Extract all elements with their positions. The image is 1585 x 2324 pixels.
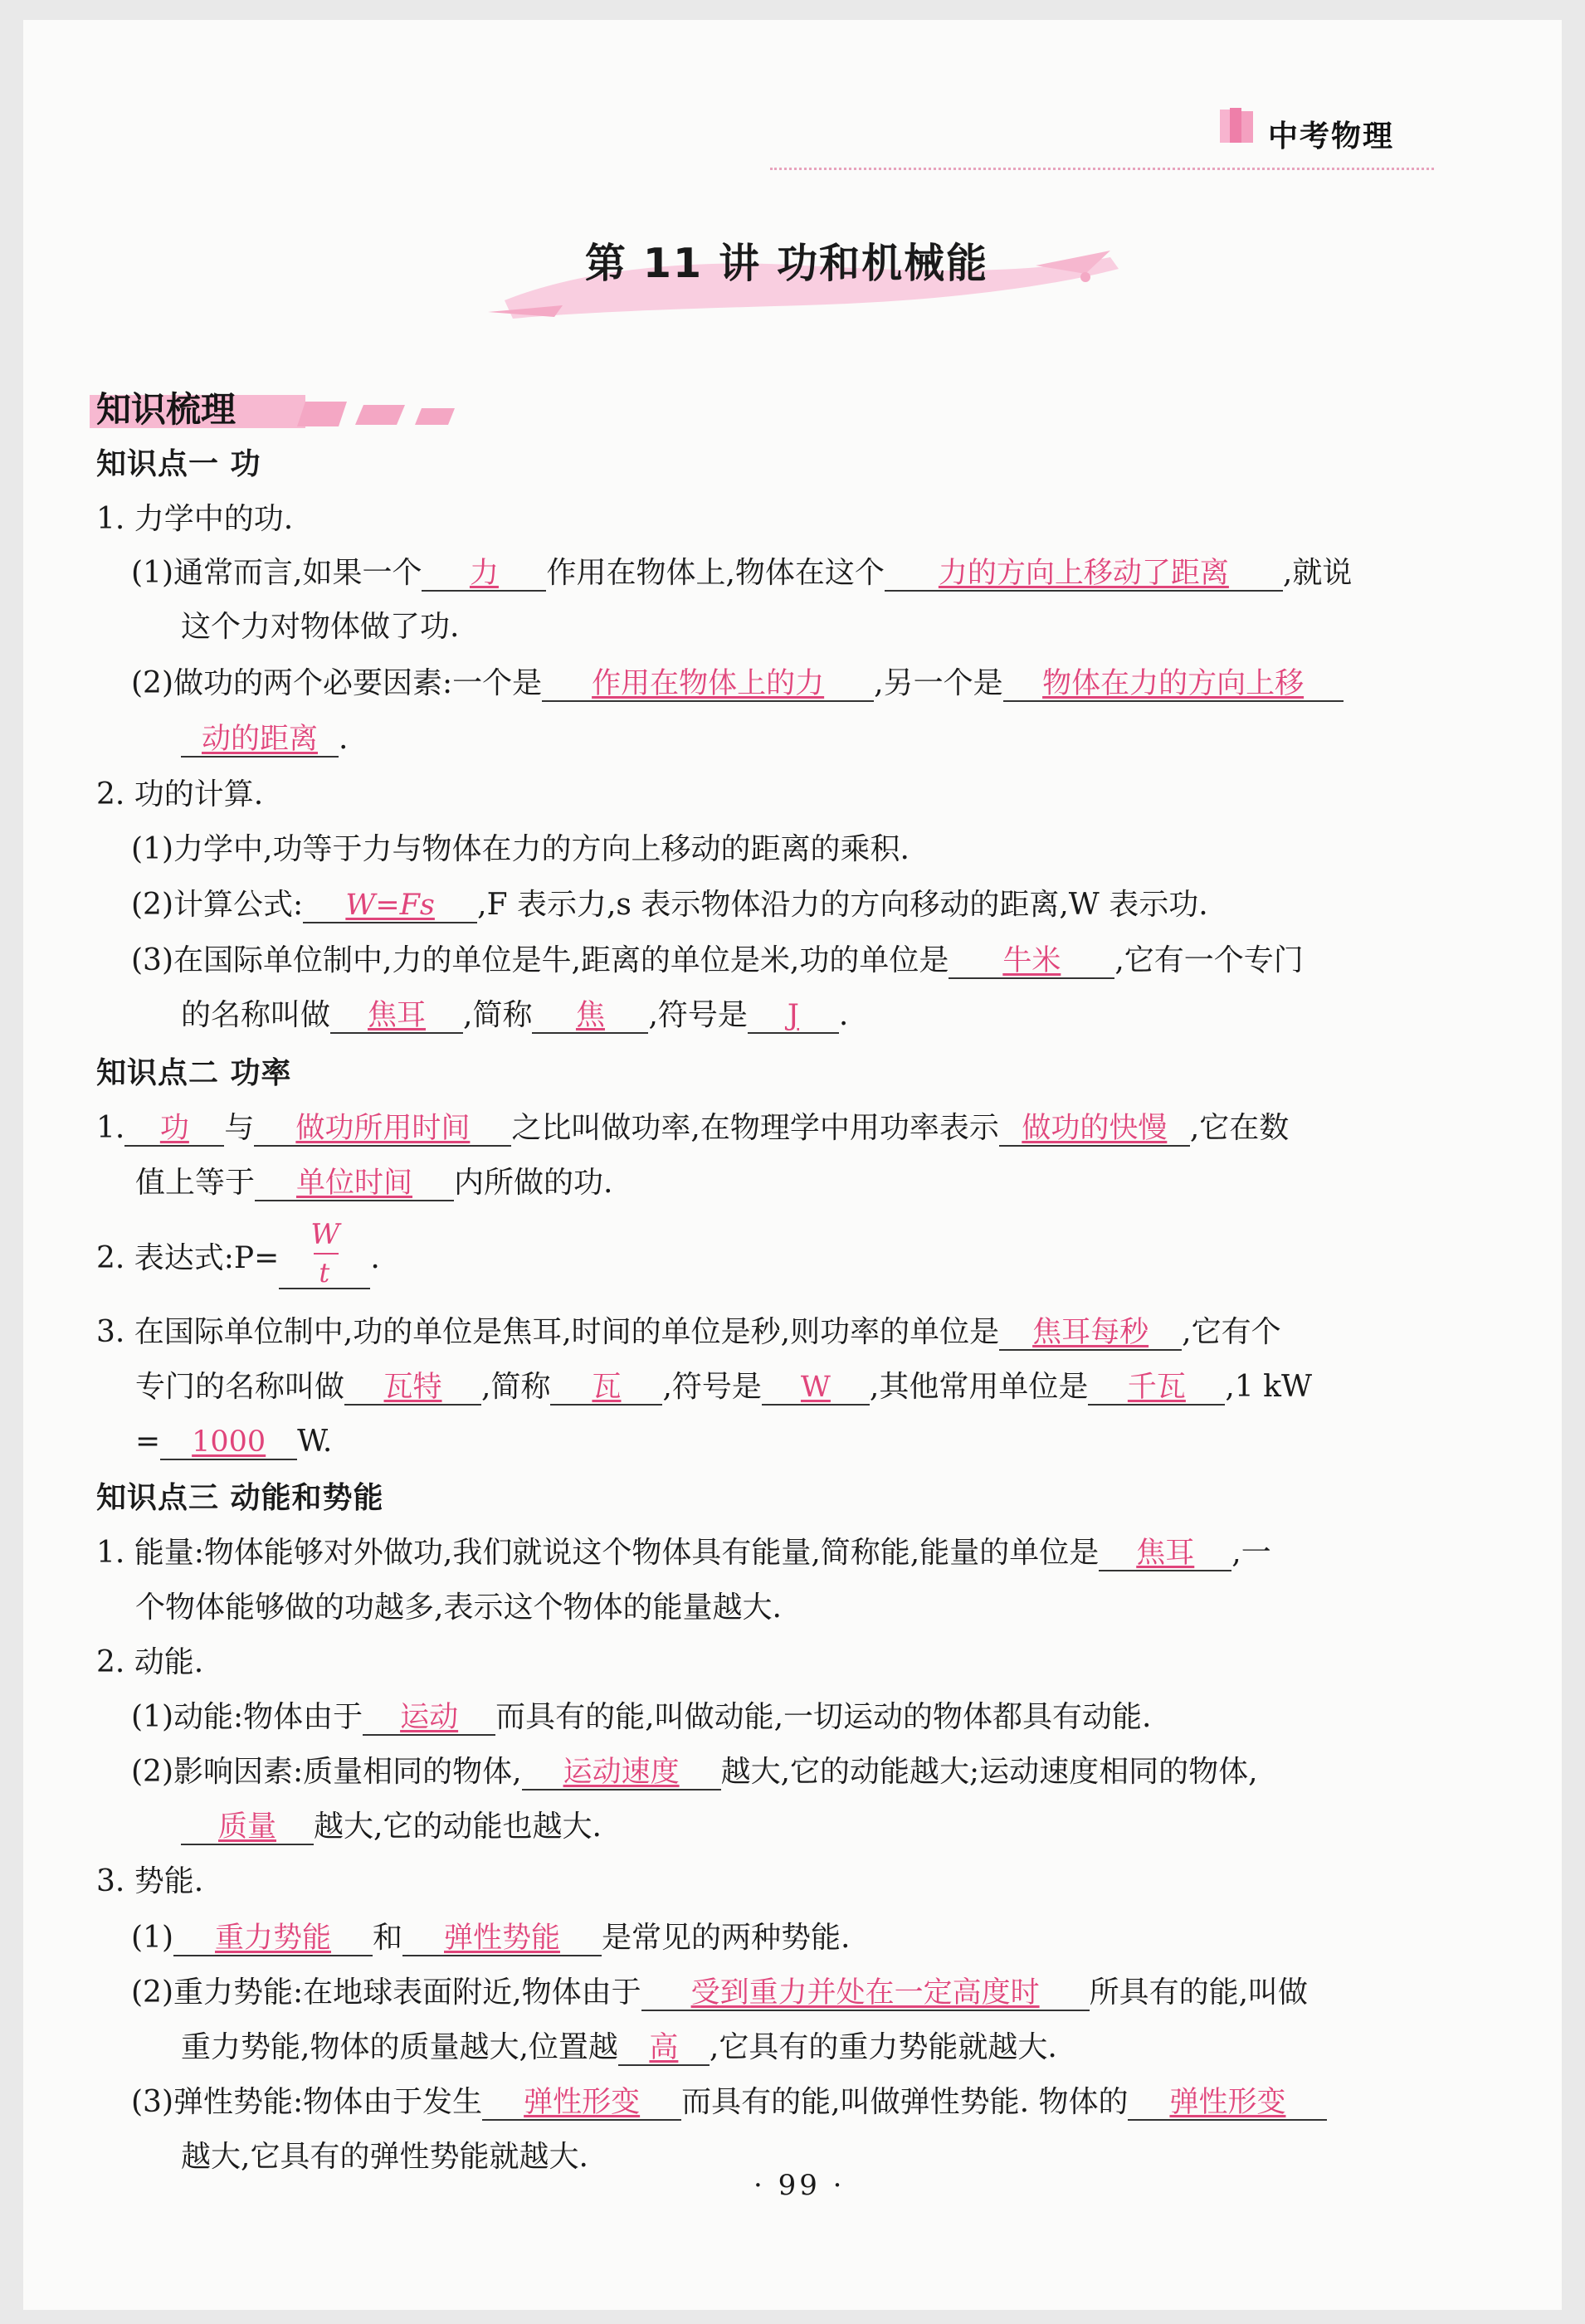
text: (1)通常而言,如果一个 (131, 556, 422, 590)
text: 3. 势能. (96, 1864, 204, 1898)
answer-blank[interactable]: 单位时间 (255, 1167, 454, 1201)
text-line (131, 2084, 1327, 2121)
text: W. (297, 1425, 333, 1459)
text: ,就说 (1282, 556, 1353, 590)
text: (2)重力势能:在地球表面附近,物体由于 (131, 1976, 641, 2010)
text: ,其他常用单位是 (869, 1370, 1089, 1404)
fraction-denominator: t (319, 1257, 330, 1289)
text-line (96, 1535, 1271, 1571)
text: 个物体能够做的功越多,表示这个物体的能量越大. (135, 1591, 782, 1625)
text: . (838, 998, 849, 1032)
answer-blank[interactable]: 焦耳每秒 (999, 1316, 1182, 1351)
text: (1) (131, 1921, 173, 1955)
text: (1)力学中,功等于力与物体在力的方向上移动的距离的乘积. (131, 832, 910, 866)
text-line (135, 1165, 612, 1201)
text: = (135, 1425, 161, 1459)
text-line (181, 2029, 1057, 2066)
answer-blank[interactable]: 高 (618, 2031, 710, 2066)
text: ,符号是 (662, 1370, 762, 1404)
answer-blank[interactable]: 做功的快慢 (999, 1112, 1190, 1147)
answer-blank[interactable]: 弹性形变 (1128, 2086, 1327, 2121)
answer-blank[interactable]: 力的方向上移动了距离 (885, 557, 1283, 592)
power-fraction[interactable] (279, 1218, 370, 1296)
answer-blank[interactable]: 受到重力并处在一定高度时 (641, 1976, 1090, 2011)
answer-blank[interactable]: 质量 (181, 1810, 314, 1845)
text: 与 (224, 1111, 255, 1145)
text: 1. 能量:物体能够对外做功,我们就说这个物体具有能量,简称能,能量的单位是 (96, 1536, 1100, 1570)
answer-blank[interactable]: 物体在力的方向上移 (1003, 667, 1344, 702)
answer-blank[interactable]: J (748, 999, 839, 1034)
workbook-page (23, 20, 1562, 2310)
text: ,它在数 (1189, 1111, 1290, 1145)
point-heading-3: 知识点三 动能和势能 (96, 1481, 384, 1515)
text-line (135, 1590, 782, 1626)
text: 所具有的能,叫做 (1089, 1976, 1309, 2010)
text: 而具有的能,叫做弹性势能. 物体的 (681, 2085, 1129, 2119)
text-line (131, 665, 1344, 702)
text: (1)动能:物体由于 (131, 1700, 363, 1734)
header-divider (770, 168, 1434, 170)
answer-blank[interactable]: 千瓦 (1088, 1371, 1225, 1406)
text: (2)影响因素:质量相同的物体, (131, 1755, 522, 1789)
answer-blank[interactable]: 力 (422, 557, 546, 592)
text-line (181, 721, 348, 758)
text: 内所做的功. (454, 1166, 613, 1200)
text: ,一 (1231, 1536, 1271, 1570)
text-line (96, 1218, 380, 1301)
text-line (131, 943, 1304, 979)
lesson-title: 第 11 讲 功和机械能 (584, 240, 989, 287)
answer-blank[interactable]: 瓦 (550, 1371, 662, 1406)
text: 作用在物体上,物体在这个 (546, 556, 885, 590)
text: ,1 kW (1225, 1370, 1312, 1404)
text: ,它有个 (1182, 1315, 1281, 1349)
text: 专门的名称叫做 (135, 1370, 345, 1404)
answer-blank[interactable]: 功 (124, 1112, 224, 1147)
answer-blank[interactable]: 焦耳 (330, 999, 463, 1034)
text: 是常见的两种势能. (602, 1921, 851, 1955)
text: 越大,它的动能也越大. (314, 1810, 602, 1844)
text: 越大,它的动能越大;运动速度相同的物体, (720, 1755, 1258, 1789)
answer-blank[interactable]: 做功所用时间 (254, 1112, 511, 1147)
text-line (181, 1809, 602, 1845)
text: ,另一个是 (874, 666, 1003, 700)
fraction-numerator: W (310, 1218, 340, 1251)
text: 这个力对物体做了功. (181, 610, 460, 644)
answer-underline (279, 1288, 370, 1289)
answer-blank[interactable]: W=Fs (303, 889, 477, 923)
text: ,符号是 (648, 998, 748, 1032)
text: 2. 动能. (96, 1645, 204, 1679)
answer-blank[interactable]: 瓦特 (344, 1371, 481, 1406)
page-number: · 99 · (753, 2169, 846, 2202)
text-line (135, 1369, 1312, 1406)
text: ,它具有的重力势能就越大. (709, 2030, 1057, 2064)
answer-blank[interactable]: W (762, 1371, 870, 1406)
text-line (131, 887, 1208, 923)
answer-blank[interactable]: 作用在物体上的力 (542, 667, 874, 702)
text-line (181, 609, 459, 646)
text: 重力势能,物体的质量越大,位置越 (181, 2030, 618, 2064)
point-heading-2: 知识点二 功率 (96, 1056, 292, 1090)
text-line (96, 777, 263, 813)
answer-blank[interactable]: 焦 (532, 999, 648, 1034)
text: ,简称 (463, 998, 533, 1032)
text-line (131, 1754, 1258, 1791)
text: (2)做功的两个必要因素:一个是 (131, 666, 543, 700)
text-line (96, 1314, 1281, 1351)
text: ,F 表示力,s 表示物体沿力的方向移动的距离,W 表示功. (477, 888, 1208, 922)
text: 而具有的能,叫做动能,一切运动的物体都具有动能. (495, 1700, 1152, 1734)
text: ,简称 (481, 1370, 551, 1404)
answer-blank[interactable]: 弹性势能 (402, 1922, 602, 1956)
text: 2. 表达式:P= (96, 1241, 280, 1275)
answer-blank[interactable]: 重力势能 (173, 1922, 373, 1956)
text: 的名称叫做 (181, 998, 331, 1032)
text: 和 (373, 1921, 403, 1955)
text: 值上等于 (135, 1166, 256, 1200)
text: 2. 功的计算. (96, 777, 264, 811)
answer-blank[interactable]: 运动速度 (522, 1756, 721, 1791)
answer-blank[interactable]: 运动 (363, 1701, 495, 1736)
text: . (370, 1241, 380, 1275)
text-line (135, 1424, 332, 1460)
book-icon (1218, 106, 1256, 146)
text: (3)在国际单位制中,力的单位是牛,距离的单位是米,功的单位是 (131, 943, 949, 977)
section-title: 知识梳理 (96, 389, 237, 430)
answer-blank[interactable]: 动的距离 (181, 723, 339, 758)
text: 1. 力学中的功. (96, 502, 294, 536)
text: . (339, 722, 349, 756)
text-line (181, 997, 848, 1034)
series-title: 中考物理 (1268, 119, 1395, 153)
text-line (131, 555, 1352, 592)
answer-blank[interactable]: 焦耳 (1099, 1537, 1231, 1571)
text: 之比叫做功率,在物理学中用功率表示 (511, 1111, 999, 1145)
point-heading-1: 知识点一 功 (96, 447, 261, 481)
text-line (96, 1864, 203, 1900)
text: (3)弹性势能:物体由于发生 (131, 2085, 483, 2119)
text: 3. 在国际单位制中,功的单位是焦耳,时间的单位是秒,则功率的单位是 (96, 1315, 1000, 1349)
text-line (96, 501, 293, 538)
answer-blank[interactable]: 牛米 (949, 944, 1114, 979)
text-line (181, 2139, 588, 2175)
answer-blank[interactable]: 1000 (160, 1425, 297, 1460)
text: 越大,它具有的弹性势能就越大. (181, 2140, 588, 2174)
text-line (96, 1644, 203, 1681)
text-line (96, 1110, 1289, 1147)
text-line (131, 831, 910, 868)
text-line (131, 1920, 850, 1956)
text-line (131, 1699, 1151, 1736)
answer-blank[interactable]: 弹性形变 (482, 2086, 681, 2121)
text-line (131, 1975, 1308, 2011)
text: ,它有一个专门 (1114, 943, 1304, 977)
text: 1. (96, 1111, 125, 1145)
text: (2)计算公式: (131, 888, 304, 922)
